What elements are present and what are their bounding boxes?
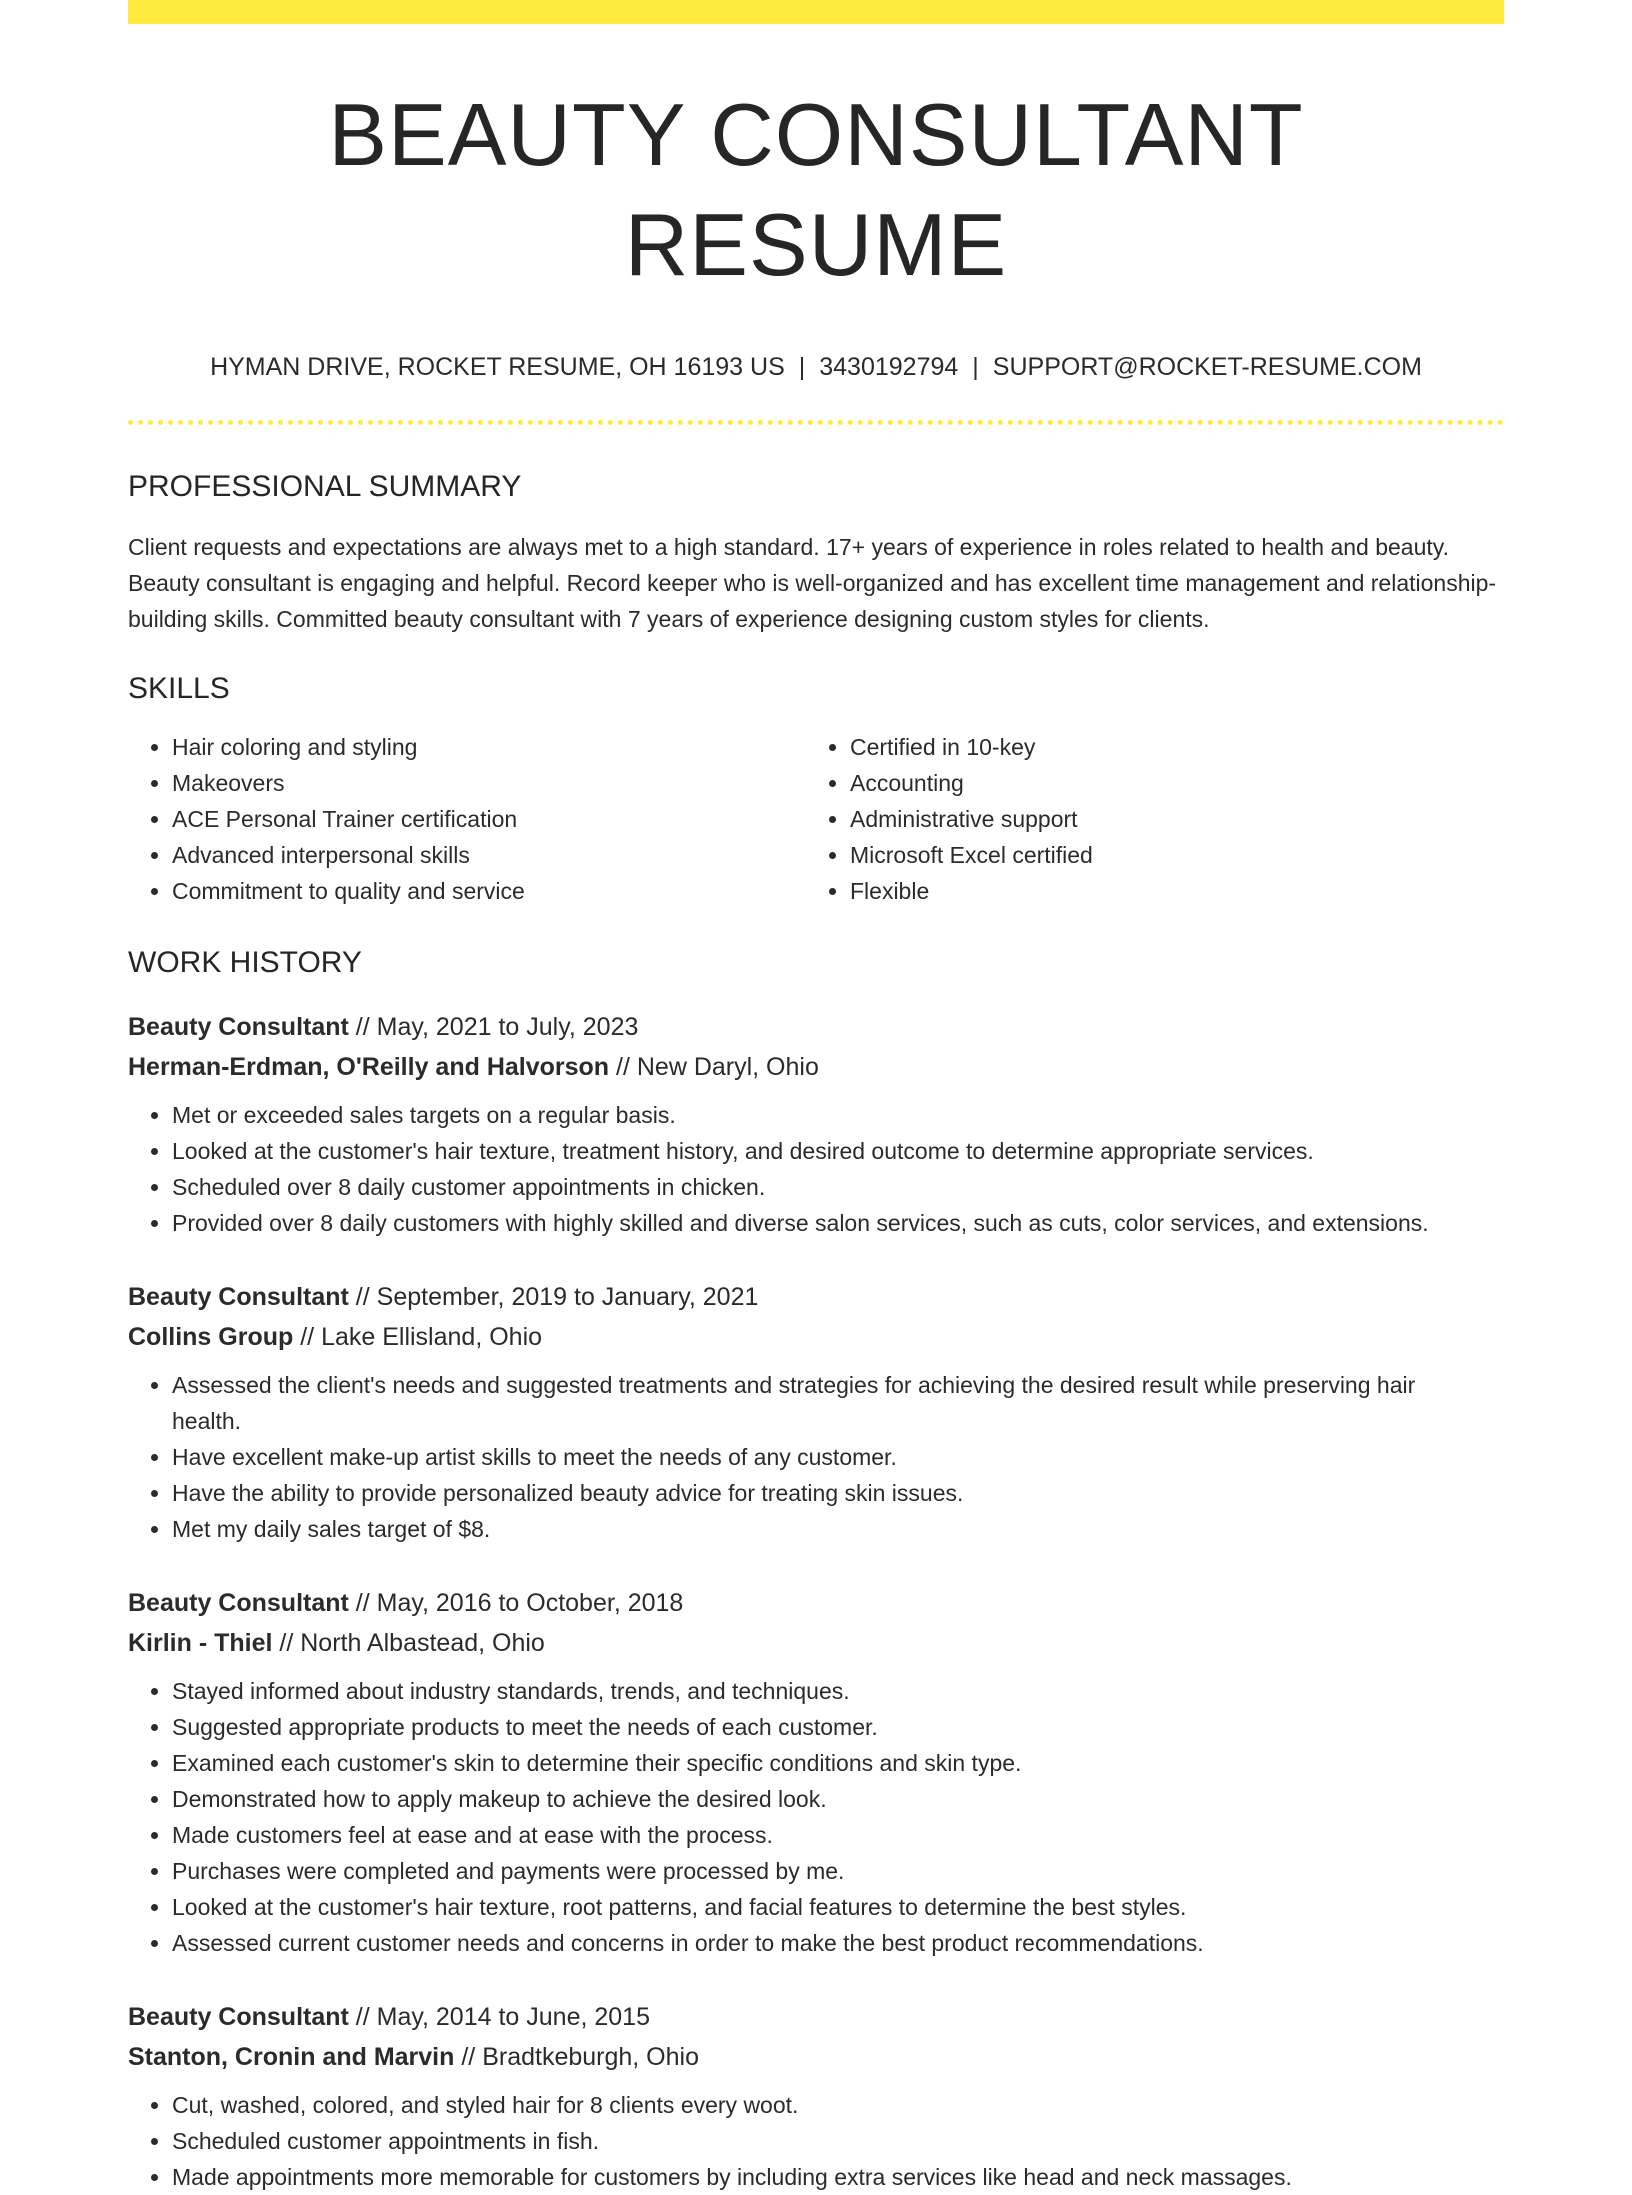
job-bullet: • Scheduled over 8 daily customer appointments in chicken. [172,1169,1504,1205]
job-bullet: • Examined each customer's skin to determine their specific conditions and skin type. [172,1745,1504,1781]
job-location: // New Daryl, Ohio [609,1053,819,1081]
job-bullet: • Met my daily sales target of $8. [172,1511,1504,1547]
contact-email: SUPPORT@ROCKET-RESUME.COM [992,353,1422,381]
skill-item: • Accounting [850,765,1484,801]
job-title: Beauty Consultant [128,1589,349,1617]
job-entry [128,1583,1504,1961]
job-bullet: • Suggested appropriate products to meet the needs of each customer. [172,1709,1504,1745]
job-bullet: • Made customers feel at ease and at ease with the process. [172,1817,1504,1853]
job-bullets [128,2087,1504,2195]
job-dates: // May, 2021 to July, 2023 [348,1013,639,1041]
job-bullets [128,1097,1504,1241]
job-bullet: • Provided over 8 daily customers with highly skilled and diverse salon services, such as cuts, color services, and extensions. [172,1205,1504,1241]
job-entry [128,1277,1504,1547]
skill-item: • Administrative support [850,801,1484,837]
work-history-heading: WORK HISTORY [128,946,362,979]
job-dates: // May, 2016 to October, 2018 [348,1589,684,1617]
job-bullet: • Scheduled customer appointments in fish. [172,2123,1504,2159]
contact-separator: | [798,353,806,381]
skills-heading: SKILLS [128,672,230,705]
job-entry [128,1997,1504,2195]
job-bullet: • Demonstrated how to apply makeup to achieve the desired look. [172,1781,1504,1817]
job-bullets [128,1367,1504,1547]
job-bullet: • Stayed informed about industry standards, trends, and techniques. [172,1673,1504,1709]
job-bullets [128,1673,1504,1961]
job-title-line [128,1007,1504,1047]
job-bullet: • Assessed the client's needs and suggested treatments and strategies for achieving the desired result while preserving hair health. [172,1367,1504,1439]
summary-text: Client requests and expectations are always met to a high standard. 17+ years of experience in roles related to health and beauty. Beauty consultant is engaging and helpful. Record keeper who is well-organized and has excellent time management and relationship-building skills. Committed beauty consultant with 7 years of experience designing custom styles for clients. [128,534,1497,632]
top-accent-bar [128,0,1504,24]
job-title: Beauty Consultant [128,2003,349,2031]
job-location: // Bradtkeburgh, Ohio [454,2043,699,2071]
job-company: Collins Group [128,1323,294,1351]
contact-line [128,352,1504,382]
skill-item: • Flexible [850,873,1484,909]
job-location: // North Albastead, Ohio [272,1629,545,1657]
job-title: Beauty Consultant [128,1283,349,1311]
job-company: Stanton, Cronin and Marvin [128,2043,455,2071]
job-bullet: • Looked at the customer's hair texture, treatment history, and desired outcome to determine appropriate services. [172,1133,1504,1169]
job-company-line [128,1317,1504,1357]
job-company-line [128,2037,1504,2077]
skill-item: • ACE Personal Trainer certification [172,801,806,837]
skill-item: • Makeovers [172,765,806,801]
skill-item: • Microsoft Excel certified [850,837,1484,873]
job-company: Kirlin - Thiel [128,1629,273,1657]
contact-separator: | [972,353,979,381]
job-company-line [128,1047,1504,1087]
dotted-divider [128,420,1504,425]
skill-item: • Certified in 10-key [850,729,1484,765]
resume-page [128,0,1504,2195]
job-title: Beauty Consultant [128,1013,349,1041]
job-company: Herman-Erdman, O'Reilly and Halvorson [128,1053,610,1081]
summary-heading: PROFESSIONAL SUMMARY [128,470,522,503]
job-bullet: • Assessed current customer needs and concerns in order to make the best product recommendations. [172,1925,1504,1961]
job-bullet: • Have the ability to provide personalized beauty advice for treating skin issues. [172,1475,1504,1511]
skill-item: • Commitment to quality and service [172,873,806,909]
job-bullet: • Made appointments more memorable for customers by including extra services like head and neck massages. [172,2159,1504,2195]
job-title-line [128,1997,1504,2037]
skills-list [128,729,1504,909]
job-dates: // May, 2014 to June, 2015 [348,2003,650,2031]
skills-column-left [128,729,806,909]
job-bullet: • Met or exceeded sales targets on a regular basis. [172,1097,1504,1133]
skills-column-right [806,729,1484,909]
job-bullet: • Looked at the customer's hair texture, root patterns, and facial features to determine the best styles. [172,1889,1504,1925]
job-title-line [128,1277,1504,1317]
skill-item: • Advanced interpersonal skills [172,837,806,873]
job-bullet: • Cut, washed, colored, and styled hair for 8 clients every woot. [172,2087,1504,2123]
skill-item: • Hair coloring and styling [172,729,806,765]
contact-phone: 3430192794 [819,353,959,381]
resume-title: BEAUTY CONSULTANT RESUME [328,85,1304,294]
job-company-line [128,1623,1504,1663]
job-entry [128,1007,1504,1241]
job-dates: // September, 2019 to January, 2021 [348,1283,759,1311]
job-title-line [128,1583,1504,1623]
contact-address: HYMAN DRIVE, ROCKET RESUME, OH 16193 US [210,353,785,381]
job-bullet: • Have excellent make-up artist skills to meet the needs of any customer. [172,1439,1504,1475]
job-bullet: • Purchases were completed and payments were processed by me. [172,1853,1504,1889]
job-location: // Lake Ellisland, Ohio [293,1323,543,1351]
